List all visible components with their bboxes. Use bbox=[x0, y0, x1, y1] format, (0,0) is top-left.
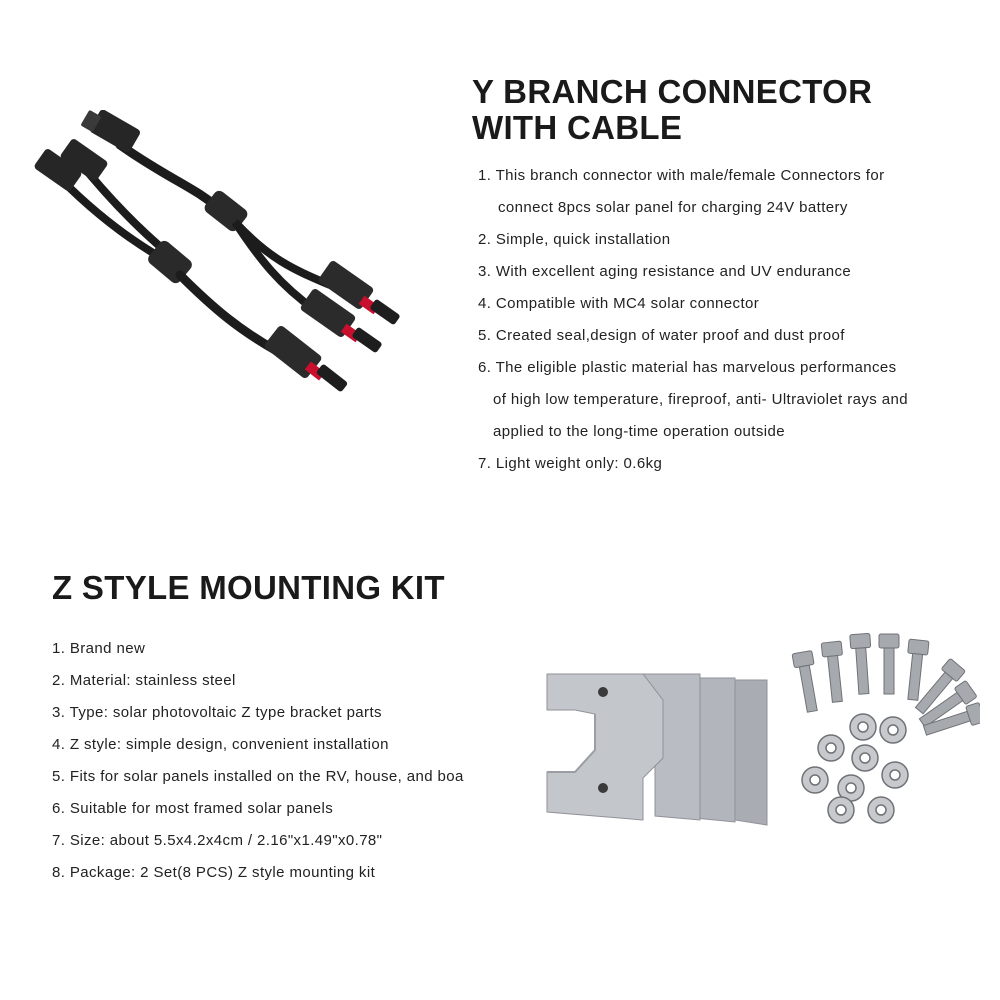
bracket-hole-icon bbox=[598, 783, 608, 793]
connector-feature-item: 6. The eligible plastic material has marvelous performances bbox=[478, 359, 897, 376]
bolts-and-nuts-image bbox=[785, 630, 980, 835]
connector-feature-item: 1. This branch connector with male/female Connectors for bbox=[478, 167, 885, 184]
kit-title bbox=[52, 570, 445, 606]
connector-feature-list bbox=[478, 160, 908, 480]
kit-feature-item: 1. Brand new bbox=[52, 640, 146, 657]
connector-feature-item: applied to the long-time operation outside bbox=[493, 423, 785, 440]
connector-title-line-1: Y BRANCH CONNECTOR bbox=[472, 73, 873, 110]
connector-title-line-2: WITH CABLE bbox=[472, 109, 683, 146]
y-connector-b bbox=[33, 138, 348, 393]
connector-feature-item: 7. Light weight only: 0.6kg bbox=[478, 455, 663, 472]
kit-feature-item: 2. Material: stainless steel bbox=[52, 672, 236, 689]
kit-feature-item: 5. Fits for solar panels installed on the RV, house, and boa bbox=[52, 768, 464, 785]
connector-feature-item: 2. Simple, quick installation bbox=[478, 231, 671, 248]
connector-title bbox=[472, 74, 872, 146]
kit-feature-item: 8. Package: 2 Set(8 PCS) Z style mounting kit bbox=[52, 864, 376, 881]
kit-title-text: Z STYLE MOUNTING KIT bbox=[52, 569, 445, 606]
kit-feature-item: 3. Type: solar photovoltaic Z type bracket parts bbox=[52, 704, 382, 721]
y-branch-connector-image bbox=[30, 110, 430, 430]
connector-feature-item: 3. With excellent aging resistance and UV endurance bbox=[478, 263, 852, 280]
kit-feature-item: 4. Z style: simple design, convenient installation bbox=[52, 736, 389, 753]
connector-feature-item: connect 8pcs solar panel for charging 24V battery bbox=[498, 199, 848, 216]
flange-nuts bbox=[802, 714, 908, 823]
connector-feature-item: 4. Compatible with MC4 solar connector bbox=[478, 295, 760, 312]
connector-feature-item: of high low temperature, fireproof, anti- Ultraviolet rays and bbox=[493, 391, 908, 408]
z-bracket-set bbox=[547, 674, 767, 825]
z-bracket-image bbox=[535, 660, 775, 835]
connector-feature-item: 5. Created seal,design of water proof and dust proof bbox=[478, 327, 845, 344]
y-connector-a bbox=[80, 110, 400, 354]
kit-feature-item: 7. Size: about 5.5x4.2x4cm / 2.16"x1.49"x0.78" bbox=[52, 832, 383, 849]
kit-feature-item: 6. Suitable for most framed solar panels bbox=[52, 800, 334, 817]
bracket-hole-icon bbox=[598, 687, 608, 697]
kit-feature-list bbox=[52, 633, 515, 889]
